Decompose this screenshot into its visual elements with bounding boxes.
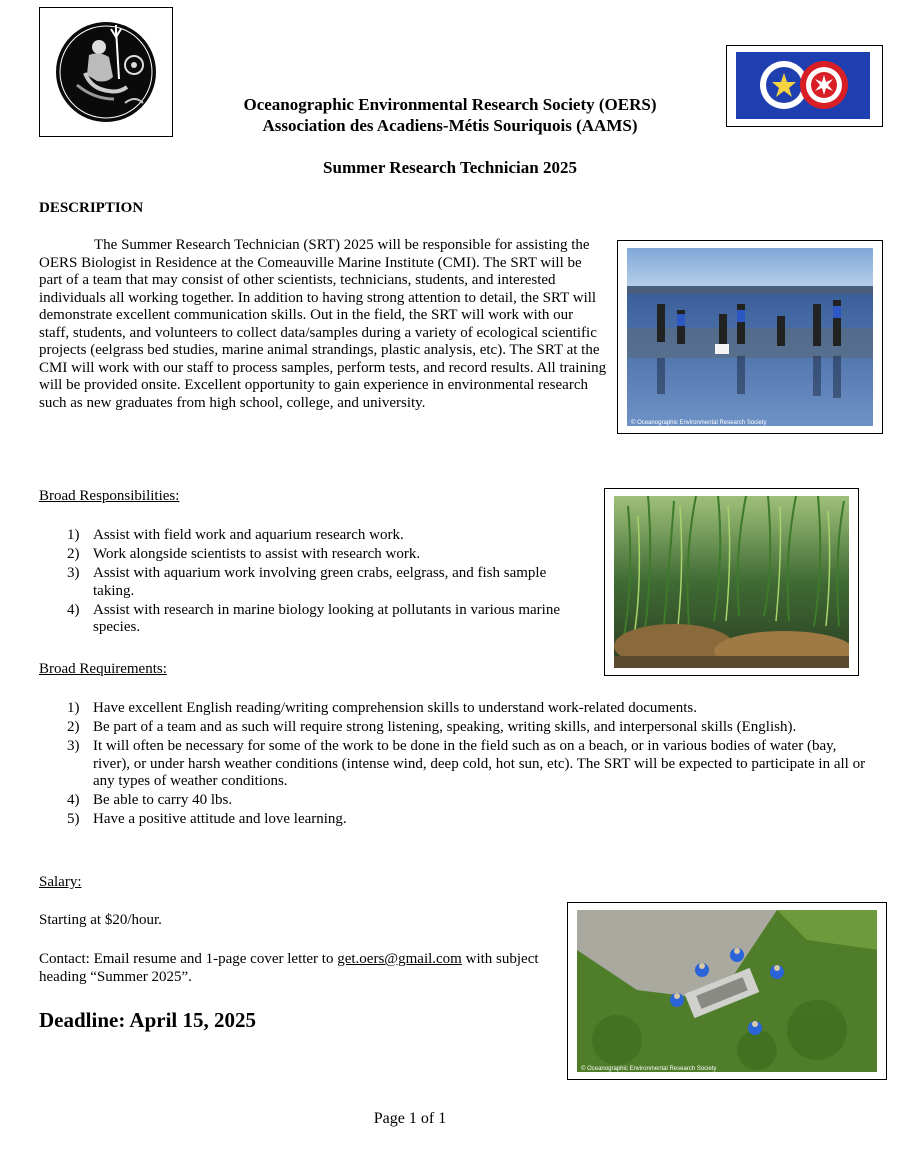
contact-text [39,950,559,986]
list-item: 1) Have excellent English reading/writing comprehension skills to understand work-related documents. [67,700,698,716]
contact-prefix: Contact: Email resume and 1-page cover letter to [39,951,338,967]
eelgrass-underwater-photo [614,496,849,668]
responsibilities-list [39,527,579,638]
list-item: 5) Have a positive attitude and love learning. [67,811,347,827]
photo-eelgrass-frame [604,488,859,676]
list-item: 4) Assist with research in marine biology looking at pollutants in various marine species. [67,601,560,635]
aerial-team-photo [577,910,877,1072]
beach-sampling-photo [627,248,873,426]
contact-suffix: with subject heading “Summer 2025”. [39,951,539,985]
org-name-aams: Association des Acadiens-Métis Souriquois (AAMS) [262,116,638,135]
deadline: Deadline: April 15, 2025 [39,1008,257,1032]
requirements-heading: Broad Requirements: [39,661,167,677]
list-item: 3) It will often be necessary for some of the work to be done in the field such as on a beach, or in various bodies of water (bay, river), or under harsh weather conditions (intense wind, deep cold, hot sun, etc). The SRT will be expected to participate in all or any types of weather conditions. [67,738,866,789]
left-logo-frame [39,7,173,137]
list-item: 2) Be part of a team and as such will require strong listening, speaking, writing skills, and interpersonal skills (English). [67,719,797,735]
aerial-photo-caption: © Oceanographic Environmental Research Society [581,1066,717,1072]
description-body: The Summer Research Technician (SRT) 2025 will be responsible for assisting the OERS Biologist in Residence at the Comeauville Marine Institute (CMI). The SRT will be part of a team that may consist of other scientists, technicians, students, and interested individuals all working together. In addition to having strong attention to detail, the SRT will demonstrate excellent communication skills. Out in the field, the SRT will work with our staff, students, and volunteers to collect data/samples during a variety of ecological scientific projects (eelgrass bed studies, marine animal strandings, plastic analysis, etc). The SRT at the CMI will work with our staff to process samples, perform tests, and record results. All training will be provided onsite. Excellent opportunity to gain experience in environmental research such as new graduates from high school, college, and university. [39,237,607,411]
aams-flag-logo [726,45,883,127]
list-item: 1) Assist with field work and aquarium research work. [67,527,404,543]
oers-neptune-logo [39,7,173,137]
job-title: Summer Research Technician 2025 [323,158,577,177]
responsibilities-heading: Broad Responsibilities: [39,488,180,504]
list-item: 2) Work alongside scientists to assist with research work. [67,546,421,562]
contact-email-link[interactable]: get.oers@gmail.com [337,951,462,967]
beach-photo-caption: © Oceanographic Environmental Research Society [631,420,767,426]
salary-heading: Salary: [39,874,82,890]
org-name-oers: Oceanographic Environmental Research Society (OERS) [243,95,657,114]
list-item: 3) Assist with aquarium work involving green crabs, eelgrass, and fish sample taking. [67,565,547,599]
right-logo-frame [726,45,883,127]
photo-aerial-frame [567,902,887,1080]
list-item: 4) Be able to carry 40 lbs. [67,792,233,808]
requirements-list [39,700,869,830]
salary-text: Starting at $20/hour. [39,912,162,928]
page-number: Page 1 of 1 [373,1110,447,1127]
photo-beach-frame [617,240,883,434]
description-heading: DESCRIPTION [39,200,144,216]
